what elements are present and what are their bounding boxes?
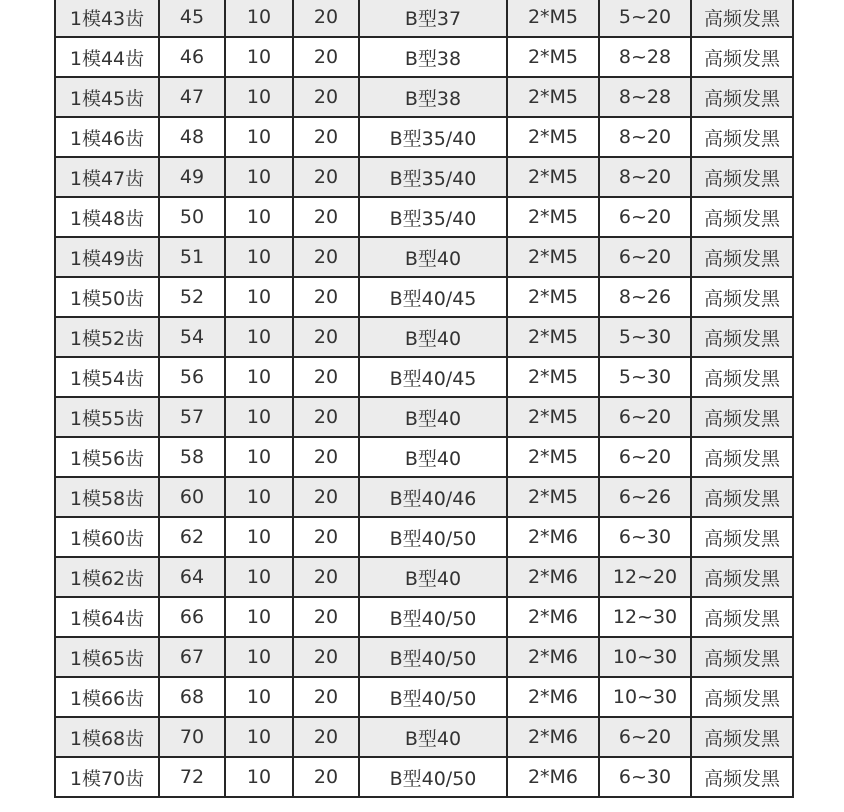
finish-cell: 高频发黑 (691, 277, 793, 317)
finish-cell: 高频发黑 (691, 717, 793, 757)
spec-table-body (55, 0, 793, 797)
screw-cell: 2*M5 (507, 117, 599, 157)
screw-cell: 2*M5 (507, 157, 599, 197)
bore-range-cell: 6~20 (599, 717, 691, 757)
bore-range-cell: 12~20 (599, 557, 691, 597)
model-cell: 1模62齿 (55, 557, 159, 597)
width-cell: 20 (293, 437, 359, 477)
finish-cell: 高频发黑 (691, 477, 793, 517)
thickness-cell: 10 (225, 757, 293, 797)
gear-spec-table (54, 0, 794, 798)
model-cell: 1模43齿 (55, 0, 159, 37)
screw-cell: 2*M6 (507, 517, 599, 557)
thickness-cell: 10 (225, 197, 293, 237)
hub-type-cell: B型40 (359, 717, 507, 757)
bore-range-cell: 8~28 (599, 37, 691, 77)
outer-diameter-cell: 64 (159, 557, 225, 597)
width-cell: 20 (293, 237, 359, 277)
bore-range-cell: 6~20 (599, 197, 691, 237)
outer-diameter-cell: 58 (159, 437, 225, 477)
outer-diameter-cell: 62 (159, 517, 225, 557)
thickness-cell: 10 (225, 357, 293, 397)
bore-range-cell: 6~26 (599, 477, 691, 517)
thickness-cell: 10 (225, 317, 293, 357)
hub-type-cell: B型35/40 (359, 157, 507, 197)
table-row (55, 437, 793, 477)
model-cell: 1模52齿 (55, 317, 159, 357)
thickness-cell: 10 (225, 477, 293, 517)
screw-cell: 2*M5 (507, 437, 599, 477)
bore-range-cell: 10~30 (599, 637, 691, 677)
hub-type-cell: B型35/40 (359, 197, 507, 237)
hub-type-cell: B型40/50 (359, 637, 507, 677)
outer-diameter-cell: 48 (159, 117, 225, 157)
width-cell: 20 (293, 117, 359, 157)
finish-cell: 高频发黑 (691, 317, 793, 357)
screw-cell: 2*M5 (507, 0, 599, 37)
thickness-cell: 10 (225, 597, 293, 637)
table-row (55, 637, 793, 677)
bore-range-cell: 6~20 (599, 237, 691, 277)
thickness-cell: 10 (225, 637, 293, 677)
outer-diameter-cell: 72 (159, 757, 225, 797)
bore-range-cell: 6~30 (599, 517, 691, 557)
model-cell: 1模50齿 (55, 277, 159, 317)
hub-type-cell: B型40/45 (359, 357, 507, 397)
width-cell: 20 (293, 0, 359, 37)
outer-diameter-cell: 57 (159, 397, 225, 437)
width-cell: 20 (293, 37, 359, 77)
outer-diameter-cell: 67 (159, 637, 225, 677)
table-row (55, 317, 793, 357)
finish-cell: 高频发黑 (691, 157, 793, 197)
hub-type-cell: B型40/45 (359, 277, 507, 317)
outer-diameter-cell: 52 (159, 277, 225, 317)
screw-cell: 2*M6 (507, 677, 599, 717)
bore-range-cell: 5~30 (599, 317, 691, 357)
bore-range-cell: 10~30 (599, 677, 691, 717)
bore-range-cell: 6~20 (599, 397, 691, 437)
finish-cell: 高频发黑 (691, 0, 793, 37)
table-row (55, 757, 793, 797)
bore-range-cell: 12~30 (599, 597, 691, 637)
finish-cell: 高频发黑 (691, 397, 793, 437)
bore-range-cell: 5~30 (599, 357, 691, 397)
thickness-cell: 10 (225, 677, 293, 717)
width-cell: 20 (293, 197, 359, 237)
model-cell: 1模49齿 (55, 237, 159, 277)
table-row (55, 157, 793, 197)
hub-type-cell: B型40/46 (359, 477, 507, 517)
table-row (55, 717, 793, 757)
hub-type-cell: B型40 (359, 237, 507, 277)
model-cell: 1模58齿 (55, 477, 159, 517)
hub-type-cell: B型40 (359, 437, 507, 477)
bore-range-cell: 8~28 (599, 77, 691, 117)
hub-type-cell: B型40/50 (359, 757, 507, 797)
table-row (55, 597, 793, 637)
hub-type-cell: B型40/50 (359, 517, 507, 557)
hub-type-cell: B型40 (359, 557, 507, 597)
outer-diameter-cell: 50 (159, 197, 225, 237)
screw-cell: 2*M6 (507, 717, 599, 757)
model-cell: 1模44齿 (55, 37, 159, 77)
table-row (55, 197, 793, 237)
width-cell: 20 (293, 677, 359, 717)
hub-type-cell: B型40 (359, 317, 507, 357)
thickness-cell: 10 (225, 117, 293, 157)
bore-range-cell: 6~30 (599, 757, 691, 797)
table-row (55, 557, 793, 597)
outer-diameter-cell: 66 (159, 597, 225, 637)
outer-diameter-cell: 68 (159, 677, 225, 717)
width-cell: 20 (293, 77, 359, 117)
bore-range-cell: 5~20 (599, 0, 691, 37)
hub-type-cell: B型40/50 (359, 677, 507, 717)
finish-cell: 高频发黑 (691, 677, 793, 717)
thickness-cell: 10 (225, 157, 293, 197)
screw-cell: 2*M5 (507, 237, 599, 277)
thickness-cell: 10 (225, 517, 293, 557)
hub-type-cell: B型38 (359, 77, 507, 117)
model-cell: 1模60齿 (55, 517, 159, 557)
thickness-cell: 10 (225, 437, 293, 477)
screw-cell: 2*M6 (507, 637, 599, 677)
finish-cell: 高频发黑 (691, 117, 793, 157)
table-row (55, 397, 793, 437)
bore-range-cell: 8~20 (599, 117, 691, 157)
outer-diameter-cell: 49 (159, 157, 225, 197)
screw-cell: 2*M5 (507, 37, 599, 77)
outer-diameter-cell: 46 (159, 37, 225, 77)
table-row (55, 277, 793, 317)
finish-cell: 高频发黑 (691, 757, 793, 797)
finish-cell: 高频发黑 (691, 517, 793, 557)
screw-cell: 2*M5 (507, 317, 599, 357)
thickness-cell: 10 (225, 0, 293, 37)
width-cell: 20 (293, 557, 359, 597)
screw-cell: 2*M6 (507, 597, 599, 637)
width-cell: 20 (293, 397, 359, 437)
thickness-cell: 10 (225, 397, 293, 437)
screw-cell: 2*M5 (507, 397, 599, 437)
hub-type-cell: B型40/50 (359, 597, 507, 637)
width-cell: 20 (293, 517, 359, 557)
model-cell: 1模55齿 (55, 397, 159, 437)
thickness-cell: 10 (225, 717, 293, 757)
finish-cell: 高频发黑 (691, 197, 793, 237)
thickness-cell: 10 (225, 37, 293, 77)
screw-cell: 2*M6 (507, 757, 599, 797)
screw-cell: 2*M5 (507, 77, 599, 117)
width-cell: 20 (293, 317, 359, 357)
hub-type-cell: B型40 (359, 397, 507, 437)
width-cell: 20 (293, 637, 359, 677)
finish-cell: 高频发黑 (691, 237, 793, 277)
model-cell: 1模46齿 (55, 117, 159, 157)
outer-diameter-cell: 70 (159, 717, 225, 757)
screw-cell: 2*M5 (507, 277, 599, 317)
outer-diameter-cell: 45 (159, 0, 225, 37)
model-cell: 1模68齿 (55, 717, 159, 757)
model-cell: 1模56齿 (55, 437, 159, 477)
outer-diameter-cell: 56 (159, 357, 225, 397)
table-row (55, 117, 793, 157)
thickness-cell: 10 (225, 77, 293, 117)
model-cell: 1模66齿 (55, 677, 159, 717)
hub-type-cell: B型35/40 (359, 117, 507, 157)
model-cell: 1模70齿 (55, 757, 159, 797)
screw-cell: 2*M5 (507, 357, 599, 397)
finish-cell: 高频发黑 (691, 357, 793, 397)
table-row (55, 37, 793, 77)
thickness-cell: 10 (225, 237, 293, 277)
outer-diameter-cell: 51 (159, 237, 225, 277)
screw-cell: 2*M5 (507, 477, 599, 517)
model-cell: 1模65齿 (55, 637, 159, 677)
model-cell: 1模48齿 (55, 197, 159, 237)
hub-type-cell: B型37 (359, 0, 507, 37)
outer-diameter-cell: 47 (159, 77, 225, 117)
table-row (55, 77, 793, 117)
outer-diameter-cell: 60 (159, 477, 225, 517)
model-cell: 1模47齿 (55, 157, 159, 197)
width-cell: 20 (293, 357, 359, 397)
hub-type-cell: B型38 (359, 37, 507, 77)
model-cell: 1模64齿 (55, 597, 159, 637)
width-cell: 20 (293, 757, 359, 797)
table-row (55, 477, 793, 517)
finish-cell: 高频发黑 (691, 77, 793, 117)
finish-cell: 高频发黑 (691, 437, 793, 477)
thickness-cell: 10 (225, 557, 293, 597)
bore-range-cell: 6~20 (599, 437, 691, 477)
model-cell: 1模54齿 (55, 357, 159, 397)
width-cell: 20 (293, 277, 359, 317)
table-row (55, 677, 793, 717)
model-cell: 1模45齿 (55, 77, 159, 117)
thickness-cell: 10 (225, 277, 293, 317)
width-cell: 20 (293, 597, 359, 637)
finish-cell: 高频发黑 (691, 597, 793, 637)
width-cell: 20 (293, 477, 359, 517)
finish-cell: 高频发黑 (691, 37, 793, 77)
screw-cell: 2*M6 (507, 557, 599, 597)
width-cell: 20 (293, 717, 359, 757)
finish-cell: 高频发黑 (691, 557, 793, 597)
table-row (55, 517, 793, 557)
width-cell: 20 (293, 157, 359, 197)
outer-diameter-cell: 54 (159, 317, 225, 357)
table-row (55, 357, 793, 397)
bore-range-cell: 8~20 (599, 157, 691, 197)
bore-range-cell: 8~26 (599, 277, 691, 317)
table-row (55, 237, 793, 277)
finish-cell: 高频发黑 (691, 637, 793, 677)
table-row (55, 0, 793, 37)
screw-cell: 2*M5 (507, 197, 599, 237)
